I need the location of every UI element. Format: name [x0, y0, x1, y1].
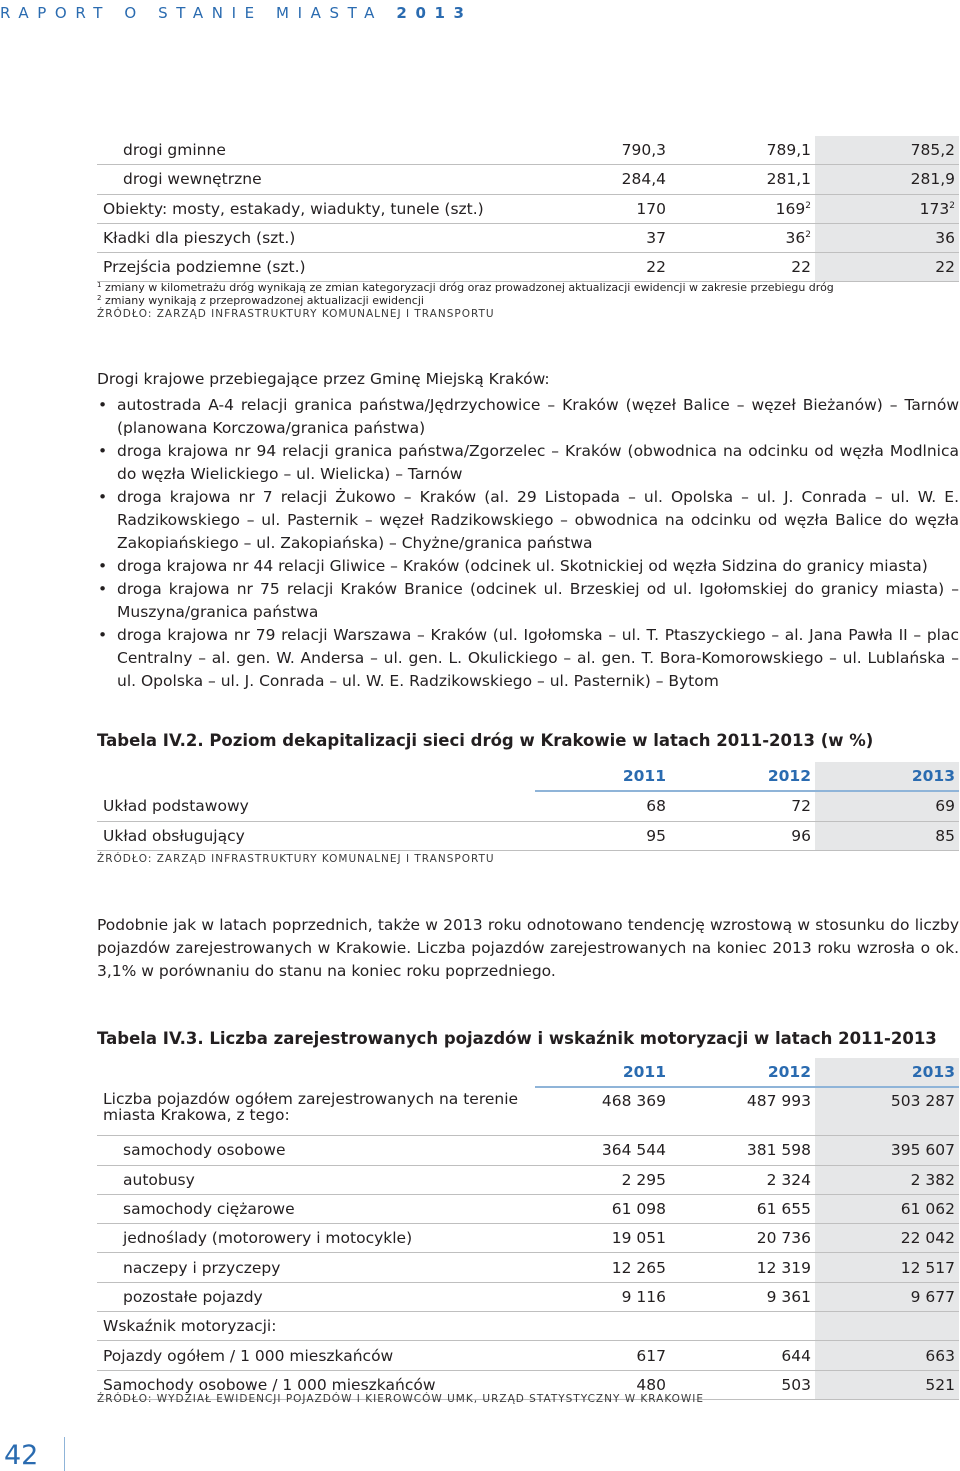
value-2011: 617 — [535, 1341, 670, 1370]
table-row — [97, 1341, 959, 1370]
value-2013: 61 062 — [815, 1194, 959, 1223]
value-2013: 663 — [815, 1341, 959, 1370]
row-label: Układ obsługujący — [97, 821, 535, 850]
row-label: pozostałe pojazdy — [97, 1282, 535, 1311]
value-2011: 61 098 — [535, 1194, 670, 1223]
roads-list — [97, 394, 959, 693]
value-2011: 364 544 — [535, 1136, 670, 1165]
table-header-row — [97, 762, 959, 791]
row-label: Samochody osobowe / 1 000 mieszkańców — [97, 1370, 535, 1399]
value-2012: 487 993 — [670, 1087, 815, 1136]
row-label: Wskaźnik motoryzacji: — [97, 1312, 535, 1341]
value-2012: 381 598 — [670, 1136, 815, 1165]
row-label: Obiekty: mosty, estakady, wiadukty, tunele (szt.) — [97, 194, 535, 223]
year-header-2011: 2011 — [535, 1058, 670, 1087]
value-2011: 480 — [535, 1370, 670, 1399]
table-row — [97, 791, 959, 821]
value-2013: 22 042 — [815, 1224, 959, 1253]
row-label: Liczba pojazdów ogółem zarejestrowanych na terenie miasta Krakowa, z tego: — [97, 1087, 535, 1136]
list-item: • droga krajowa nr 7 relacji Żukowo – Kraków (al. 29 Listopada – ul. Opolska – ul. J. Conrada – ul. W. E. Radzikowskiego – ul. Pasternik – węzeł Radzikowskiego – obwodnica na odcinku od węzła Balice do węzła Zakopiańskiego – ul. Zakopiańska) – Chyżne/granica państwa — [97, 486, 959, 555]
value-2012: 96 — [670, 821, 815, 850]
table-row — [97, 821, 959, 850]
roads-continuation-table — [97, 136, 959, 282]
header-year: 2013 — [396, 4, 473, 22]
value-2012: 22 — [670, 253, 815, 282]
footnote-ref: 2 — [949, 200, 955, 211]
vehicles-table — [97, 1058, 959, 1400]
year-header-2012: 2012 — [670, 1058, 815, 1087]
footnote-2: $^2$ zmiany wynikają z przeprowadzonej aktualizacji ewidencji — [97, 294, 424, 307]
table3-title: Tabela IV.3. Liczba zarejestrowanych pojazdów i wskaźnik motoryzacji w latach 2011-2013 — [97, 1029, 937, 1048]
table-header-row — [97, 1058, 959, 1087]
value-2012: 9 361 — [670, 1282, 815, 1311]
value-2011: 468 369 — [535, 1087, 670, 1136]
value-2013: 785,2 — [815, 136, 959, 165]
row-label: Kładki dla pieszych (szt.) — [97, 223, 535, 252]
value-2011: 37 — [535, 223, 670, 252]
body-paragraph: Podobnie jak w latach poprzednich, także w 2013 roku odnotowano tendencję wzrostową w stosunku do liczby pojazdów zarejestrowanych w Krakowie. Liczba pojazdów zarejestrowanych na koniec 2013 roku wzrosła o ok. 3,1% w porównaniu do stanu na koniec roku poprzedniego. — [97, 916, 959, 980]
value-2011: 95 — [535, 821, 670, 850]
value-2011: 2 295 — [535, 1165, 670, 1194]
value-2012: 503 — [670, 1370, 815, 1399]
value-2012: 644 — [670, 1341, 815, 1370]
row-label: drogi gminne — [97, 136, 535, 165]
table-row — [97, 1312, 959, 1341]
value-2012: 2 324 — [670, 1165, 815, 1194]
value-2013: 9 677 — [815, 1282, 959, 1311]
table3-source: ŹRÓDŁO: WYDZIAŁ EWIDENCJI POJAZDÓW I KIEROWCÓW UMK, URZĄD STATYSTYCZNY W KRAKOWIE — [97, 1393, 705, 1405]
running-header — [0, 4, 473, 22]
value-2012: $36^2$ — [670, 223, 815, 252]
list-item: • droga krajowa nr 44 relacji Gliwice – Kraków (odcinek ul. Skotnickiej od węzła Sidzina do granicy miasta) — [97, 555, 959, 578]
value-2013: 22 — [815, 253, 959, 282]
list-item: • droga krajowa nr 75 relacji Kraków Branice (odcinek ul. Brzeskiej od ul. Igołomskiej do granicy miasta) – Muszyna/granica państwa — [97, 578, 959, 624]
table-row — [97, 1165, 959, 1194]
row-label: naczepy i przyczepy — [97, 1253, 535, 1282]
decapitalization-table — [97, 762, 959, 851]
value-2013: 521 — [815, 1370, 959, 1399]
value-2011: 790,3 — [535, 136, 670, 165]
value-2012: 72 — [670, 791, 815, 821]
table-row — [97, 1087, 959, 1136]
page-number-divider — [64, 1437, 65, 1471]
table-row — [97, 165, 959, 194]
value-2012: 789,1 — [670, 136, 815, 165]
value-2013: 36 — [815, 223, 959, 252]
year-header-2013: 2013 — [815, 1058, 959, 1087]
value-2013: 2 382 — [815, 1165, 959, 1194]
table-row — [97, 1224, 959, 1253]
table2-source: ŹRÓDŁO: ZARZĄD INFRASTRUKTURY KOMUNALNEJ I TRANSPORTU — [97, 853, 495, 865]
table-row — [97, 1253, 959, 1282]
table-row — [97, 1136, 959, 1165]
list-item: • autostrada A-4 relacji granica państwa/Jędrzychowice – Kraków (węzeł Balice – węzeł Bieżanów) – Tarnów (planowana Korczowa/granica państwa) — [97, 394, 959, 440]
table1-source: ŹRÓDŁO: ZARZĄD INFRASTRUKTURY KOMUNALNEJ I TRANSPORTU — [97, 308, 495, 320]
table-row — [97, 136, 959, 165]
table-row — [97, 223, 959, 252]
footnote-1: $^1$ zmiany w kilometrażu dróg wynikają ze zmian kategoryzacji dróg oraz prowadzonej aktualizacji ewidencji w zakresie przebiegu dróg — [97, 281, 834, 294]
year-header-2013: 2013 — [815, 762, 959, 791]
row-label: samochody osobowe — [97, 1136, 535, 1165]
page-number: 42 — [4, 1440, 39, 1471]
row-label: Układ podstawowy — [97, 791, 535, 821]
table-row — [97, 1282, 959, 1311]
value-2011: 12 265 — [535, 1253, 670, 1282]
list-item: • droga krajowa nr 79 relacji Warszawa – Kraków (ul. Igołomska – ul. T. Ptaszyckiego – al. Jana Pawła II – plac Centralny – al. gen. W. Andersa – ul. gen. L. Okulickiego – al. gen. T. Bora-Komorowskiego – ul. Lublańska – ul. Opolska – ul. J. Conrada – ul. W. E. Radzikowskiego – ul. Pasternik) – Bytom — [97, 624, 959, 693]
value-2012: 281,1 — [670, 165, 815, 194]
header-title: RAPORT O STANIE MIASTA — [0, 4, 384, 22]
table-row — [97, 194, 959, 223]
value-2013: 281,9 — [815, 165, 959, 194]
row-label: drogi wewnętrzne — [97, 165, 535, 194]
row-label: jednoślady (motorowery i motocykle) — [97, 1224, 535, 1253]
table2-title: Tabela IV.2. Poziom dekapitalizacji sieci dróg w Krakowie w latach 2011-2013 (w %) — [97, 731, 874, 750]
value-2012: 12 319 — [670, 1253, 815, 1282]
value-2011: 19 051 — [535, 1224, 670, 1253]
table-row — [97, 1194, 959, 1223]
value-2012: 20 736 — [670, 1224, 815, 1253]
row-label: samochody ciężarowe — [97, 1194, 535, 1223]
value-2013: 69 — [815, 791, 959, 821]
value-2012: $169^2$ — [670, 194, 815, 223]
value-2011: 284,4 — [535, 165, 670, 194]
table-row — [97, 253, 959, 282]
row-label: Pojazdy ogółem / 1 000 mieszkańców — [97, 1341, 535, 1370]
row-label: Przejścia podziemne (szt.) — [97, 253, 535, 282]
footnote-ref: 2 — [805, 230, 811, 241]
year-header-2012: 2012 — [670, 762, 815, 791]
value-2013: 12 517 — [815, 1253, 959, 1282]
year-header-2011: 2011 — [535, 762, 670, 791]
roads-intro: Drogi krajowe przebiegające przez Gminę Miejską Kraków: — [97, 370, 550, 388]
value-2013: $173^2$ — [815, 194, 959, 223]
value-2011: 9 116 — [535, 1282, 670, 1311]
value-2013: 395 607 — [815, 1136, 959, 1165]
value-2011: 22 — [535, 253, 670, 282]
footnote-ref: 2 — [805, 200, 811, 211]
row-label: autobusy — [97, 1165, 535, 1194]
value-2013: 503 287 — [815, 1087, 959, 1136]
value-2011: 170 — [535, 194, 670, 223]
value-2012: 61 655 — [670, 1194, 815, 1223]
value-2011: 68 — [535, 791, 670, 821]
list-item: • droga krajowa nr 94 relacji granica państwa/Zgorzelec – Kraków (obwodnica na odcinku od węzła Modlnica do węzła Wielickiego – ul. Wielicka) – Tarnów — [97, 440, 959, 486]
value-2013: 85 — [815, 821, 959, 850]
